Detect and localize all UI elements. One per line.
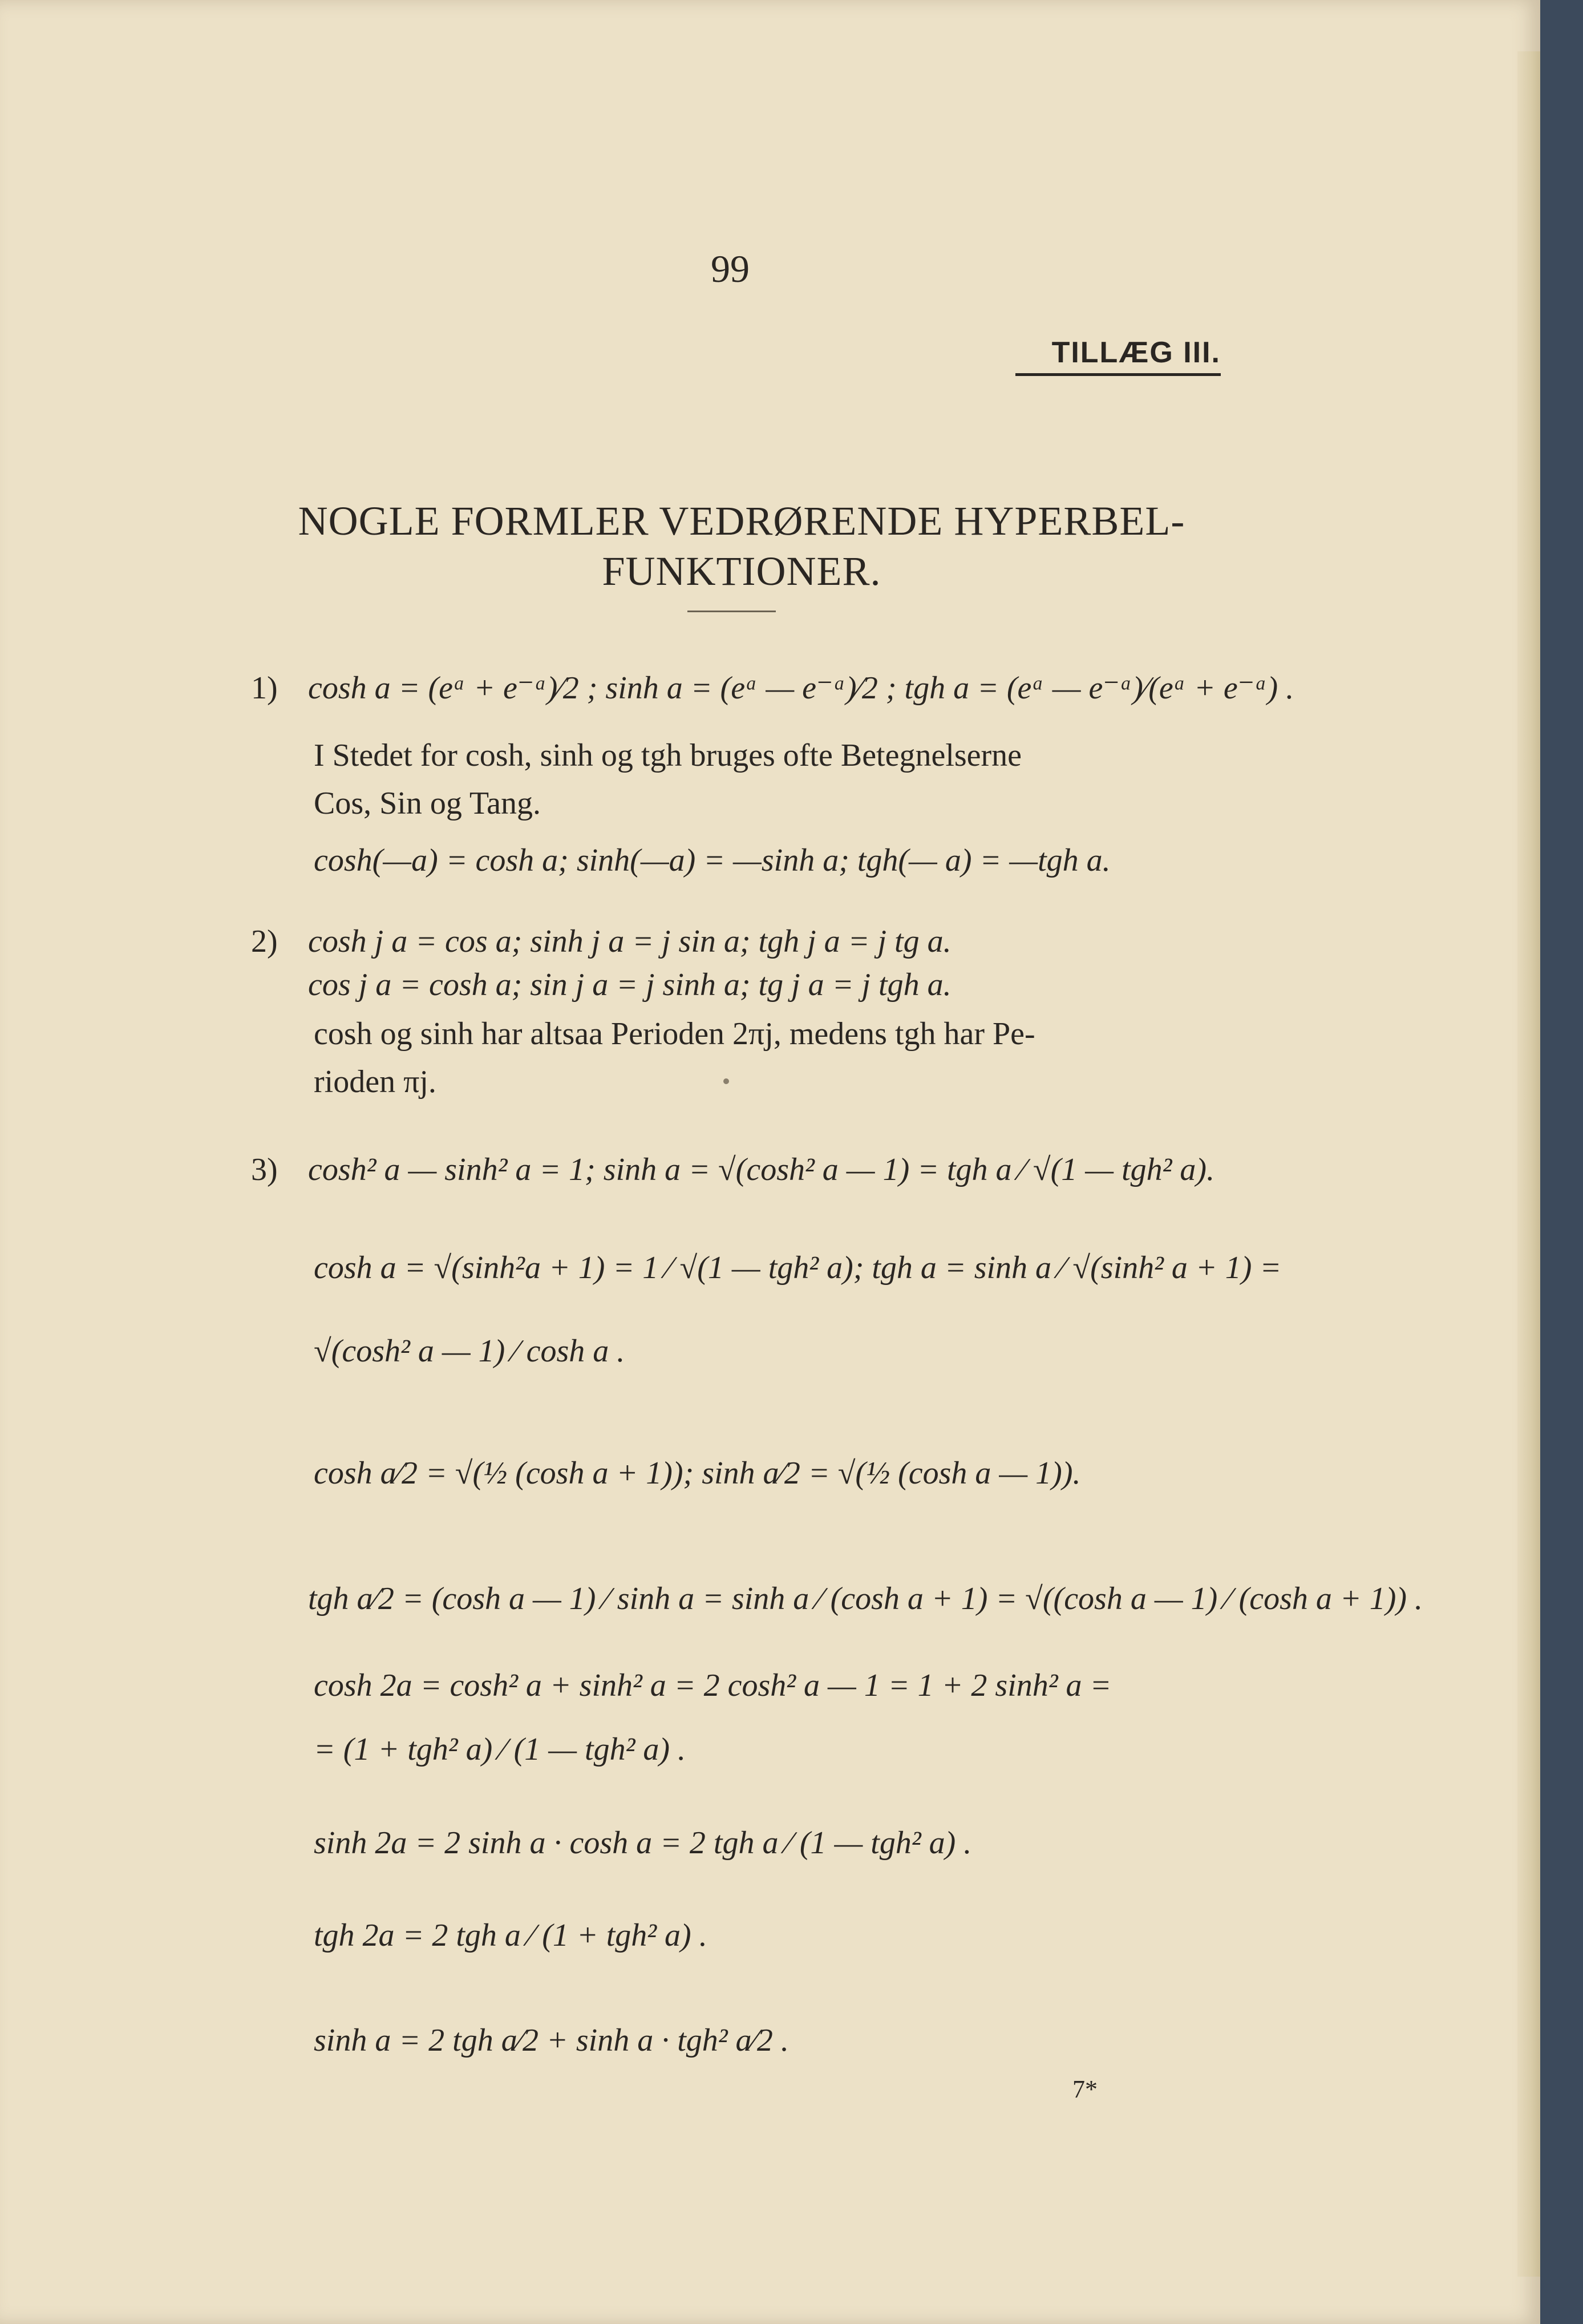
title-line-1: NOGLE FORMLER VEDRØRENDE HYPERBEL- [298,498,1185,544]
formula-2-label: 2) [251,924,278,959]
formula-1b: cosh(—a) = cosh a; sinh(—a) = —sinh a; tgh(— a) = —tgh a. [314,843,1111,878]
formula-3d: cosh a⁄2 = √(½ (cosh a + 1)); sinh a⁄2 = √(½ (cosh a — 1)). [314,1456,1081,1491]
formula-3g: = (1 + tgh² a) ⁄ (1 — tgh² a) . [314,1732,686,1767]
formula-3a: cosh² a — sinh² a = 1; sinh a = √(cosh² a — 1) = tgh a ⁄ √(1 — tgh² a). [308,1152,1215,1187]
formula-3j: sinh a = 2 tgh a⁄2 + sinh a · tgh² a⁄2 . [314,2023,789,2058]
signature-mark: 7* [1072,2075,1098,2103]
formula-1-label: 1) [251,670,278,706]
note-2-line-2: rioden πj. [314,1064,436,1100]
formula-1: cosh a = (eᵃ + e⁻ᵃ)⁄2 ; sinh a = (eᵃ — e⁻ᵃ)⁄2 ; tgh a = (eᵃ — e⁻ᵃ)⁄(eᵃ + e⁻ᵃ) . [308,670,1294,706]
formula-3f: cosh 2a = cosh² a + sinh² a = 2 cosh² a — 1 = 1 + 2 sinh² a = [314,1668,1112,1703]
formula-3c: √(cosh² a — 1) ⁄ cosh a . [314,1333,625,1369]
page-number: 99 [711,247,750,290]
print-speck [723,1078,729,1084]
formula-3i: tgh 2a = 2 tgh a ⁄ (1 + tgh² a) . [314,1918,707,1953]
formula-2a: cosh j a = cos a; sinh j a = j sin a; tgh j a = j tg a. [308,924,952,959]
formula-3-label: 3) [251,1152,278,1187]
section-label: TILLÆG III. [1015,336,1221,376]
formula-3b: cosh a = √(sinh²a + 1) = 1 ⁄ √(1 — tgh² a); tgh a = sinh a ⁄ √(sinh² a + 1) = [314,1250,1282,1286]
formula-3h: sinh 2a = 2 sinh a · cosh a = 2 tgh a ⁄ (1 — tgh² a) . [314,1825,972,1861]
formula-3e: tgh a⁄2 = (cosh a — 1) ⁄ sinh a = sinh a ⁄ (cosh a + 1) = √((cosh a — 1) ⁄ (cosh a + 1)) . [308,1581,1423,1616]
note-1-line-2: Cos, Sin og Tang. [314,786,541,821]
note-1-line-1: I Stedet for cosh, sinh og tgh bruges ofte Betegnelserne [314,738,1022,773]
formula-2b: cos j a = cosh a; sin j a = j sinh a; tg j a = j tgh a. [308,967,952,1003]
title-rule [687,611,776,612]
title-line-2: FUNKTIONER. [602,548,881,594]
note-2-line-1: cosh og sinh har altsaa Perioden 2πj, medens tgh har Pe- [314,1016,1035,1052]
